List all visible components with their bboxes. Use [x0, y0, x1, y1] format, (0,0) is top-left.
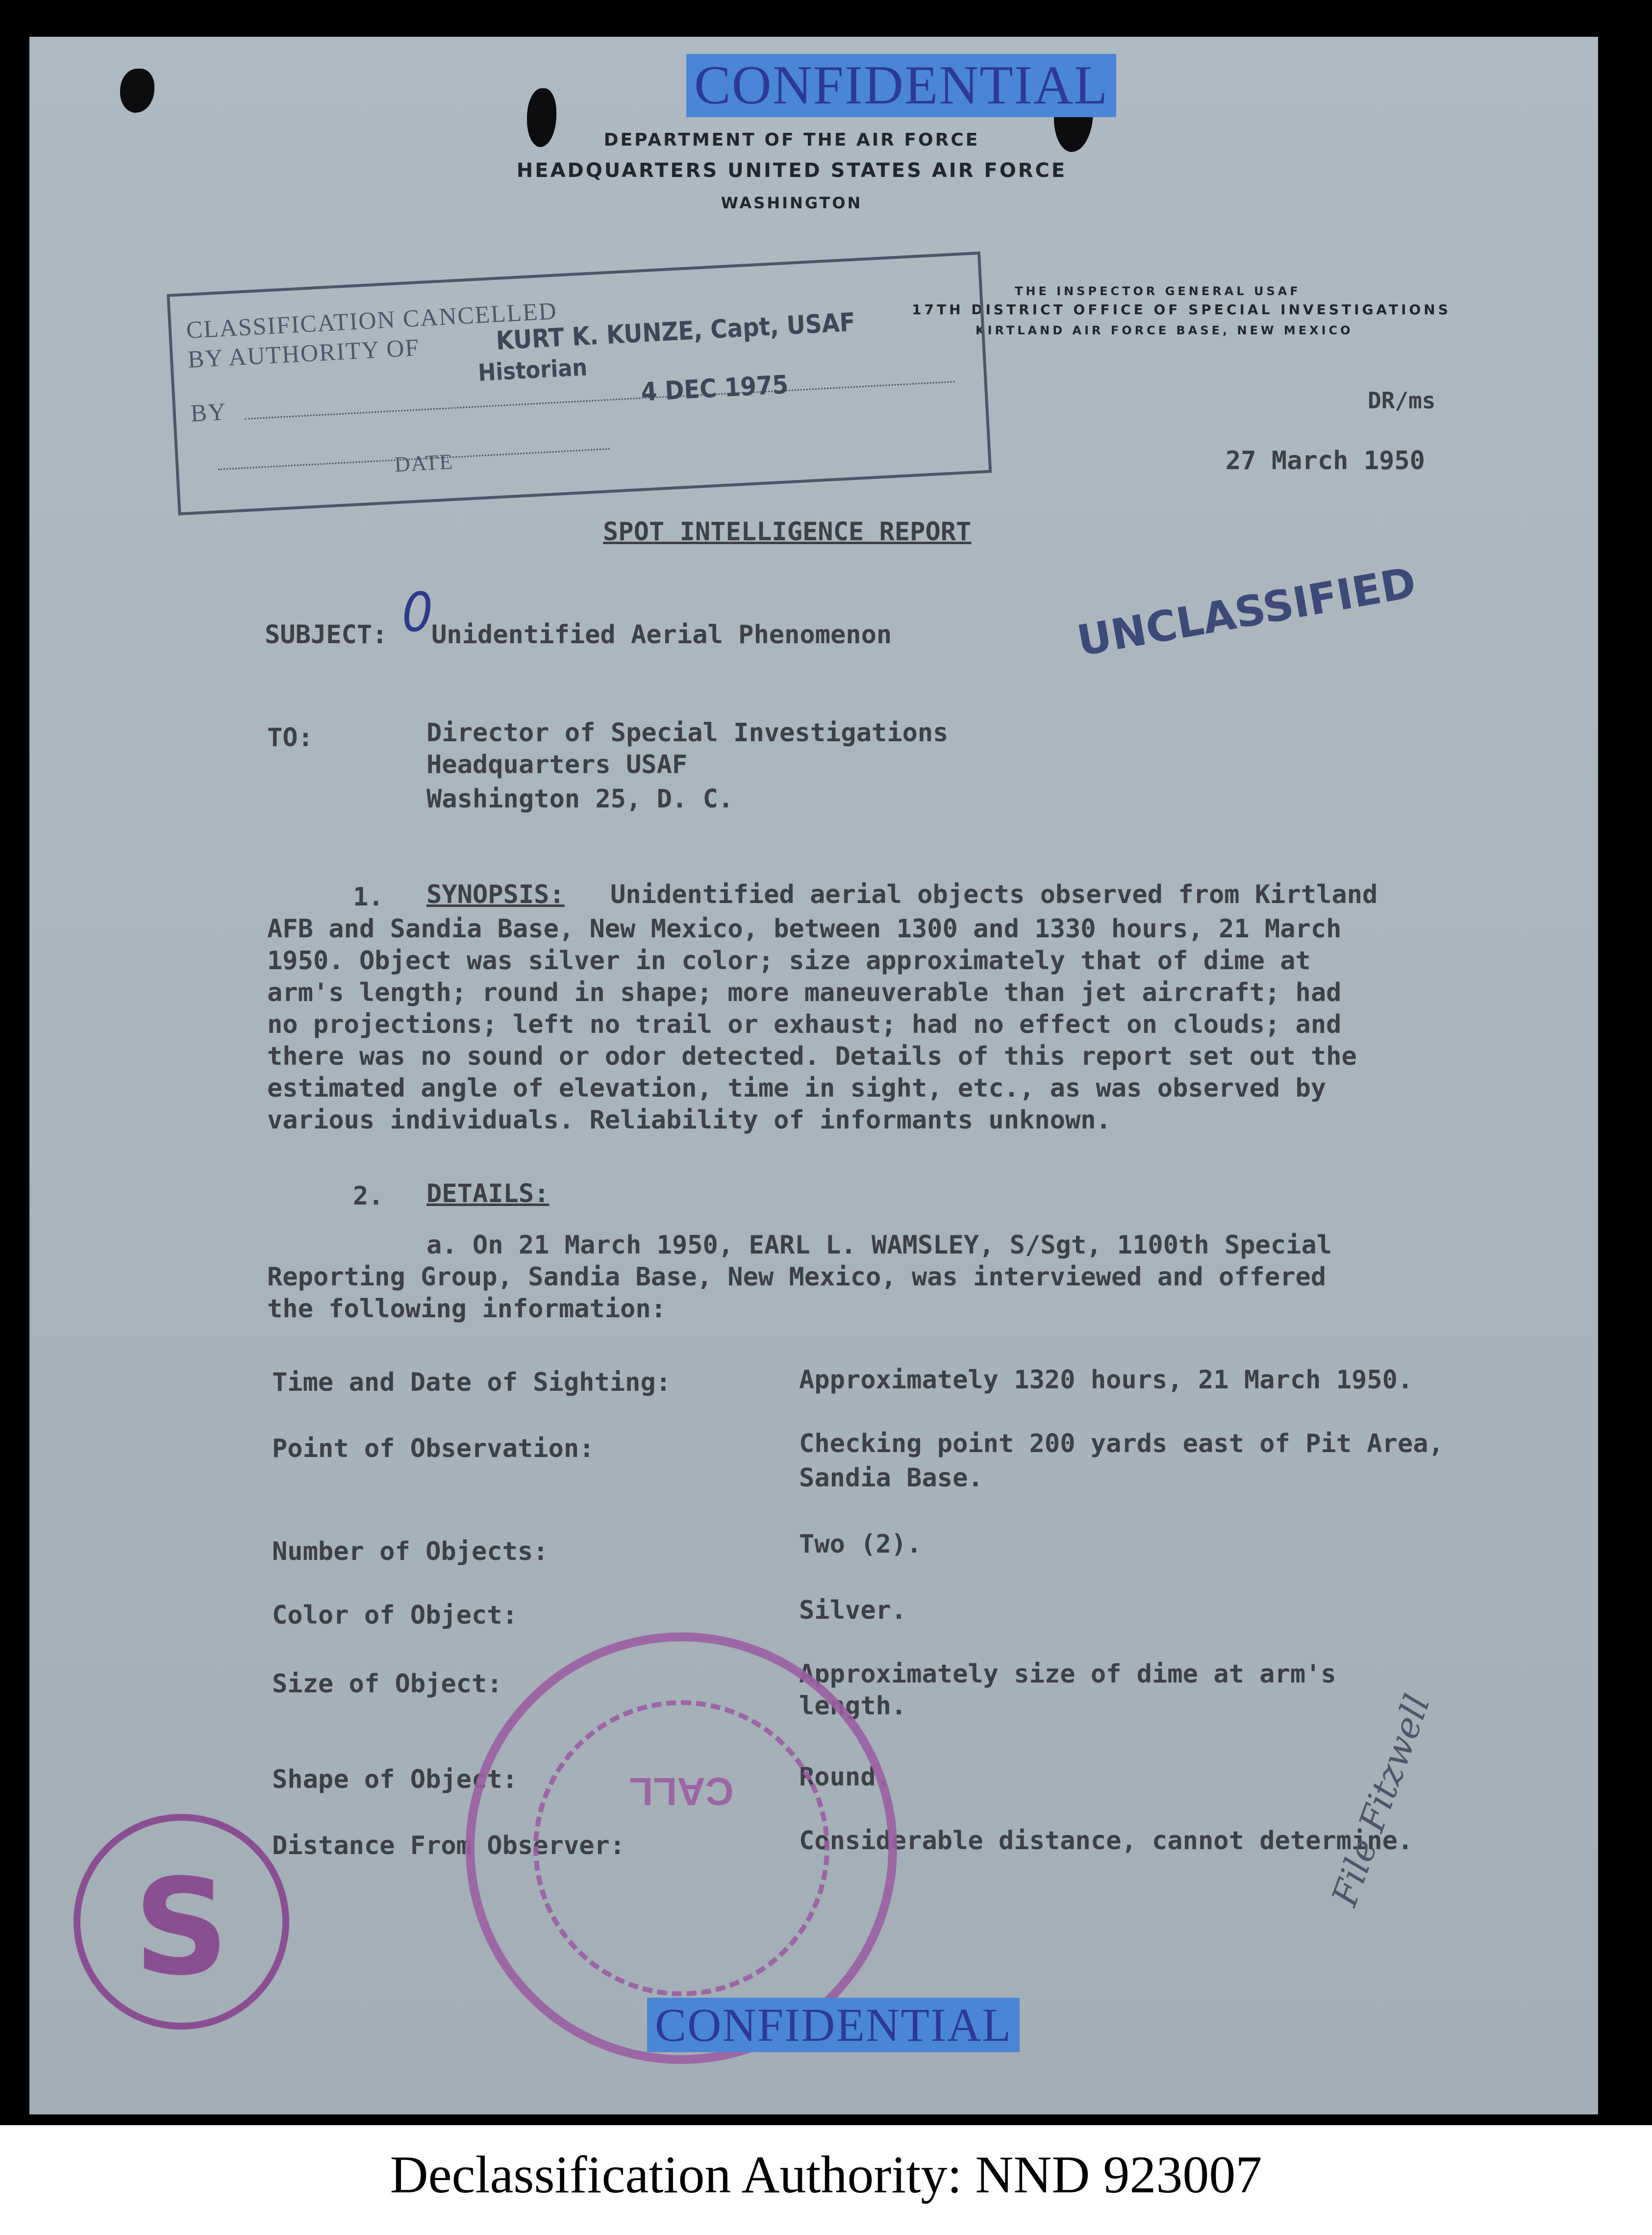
- paragraph-1-line: there was no sound or odor detected. Details of this report set out the: [267, 1042, 1357, 1071]
- field-value: Two (2).: [799, 1530, 922, 1559]
- field-label: Color of Object:: [272, 1601, 518, 1630]
- paragraph-1-line: estimated angle of elevation, time in sight, etc., as was observed by: [267, 1074, 1327, 1103]
- to-line-2: Headquarters USAF: [426, 750, 688, 779]
- field-label: Point of Observation:: [272, 1434, 595, 1463]
- confidential-stamp-bottom: CONFIDENTIAL: [647, 1998, 1020, 2052]
- subject-value: Unidentified Aerial Phenomenon: [431, 620, 892, 650]
- to-line-1: Director of Special Investigations: [426, 718, 949, 748]
- report-date: 27 March 1950: [1226, 446, 1425, 476]
- field-value-continued: length.: [799, 1691, 907, 1721]
- office-line2: 17TH DISTRICT OFFICE OF SPECIAL INVESTIGATIONS: [912, 301, 1451, 318]
- paragraph-2a-line: the following information:: [267, 1294, 666, 1324]
- paragraph-1-heading: SYNOPSIS:: [426, 880, 565, 909]
- unclassified-stamp: UNCLASSIFIED: [1074, 558, 1420, 666]
- paragraph-1-line: 1950. Object was silver in color; size approximately that of dime at: [267, 946, 1311, 976]
- office-line1: THE INSPECTOR GENERAL USAF: [1015, 284, 1301, 298]
- paragraph-1-number: 1.: [353, 882, 384, 912]
- field-label: Number of Objects:: [272, 1537, 549, 1566]
- class-box-name: KURT K. KUNZE, Capt, USAF: [495, 307, 856, 356]
- declassification-footer: Declassification Authority: NND 923007: [390, 2146, 1262, 2204]
- letterhead-line2: HEADQUARTERS UNITED STATES AIR FORCE: [516, 159, 1067, 182]
- class-box-line1: CLASSIFICATION CANCELLED: [185, 297, 558, 344]
- field-value: Silver.: [799, 1596, 907, 1625]
- paragraph-1-line: no projections; left no trail or exhaust; had no effect on clouds; and: [267, 1010, 1342, 1039]
- field-value-continued: Sandia Base.: [799, 1463, 983, 1493]
- field-label: Shape of Object:: [272, 1765, 518, 1794]
- class-box-by-line: [245, 381, 954, 420]
- confidential-stamp-top: CONFIDENTIAL: [686, 54, 1116, 117]
- paragraph-2-number: 2.: [353, 1181, 384, 1211]
- report-title: SPOT INTELLIGENCE REPORT: [603, 517, 972, 547]
- class-box-by-label: BY: [190, 397, 227, 427]
- class-box-line2: BY AUTHORITY OF: [187, 333, 421, 373]
- subject-label: SUBJECT:: [265, 620, 388, 650]
- date-stamp-text: CALL: [629, 1770, 734, 1813]
- field-label: Size of Object:: [272, 1669, 502, 1699]
- letterhead-line1: DEPARTMENT OF THE AIR FORCE: [603, 130, 980, 150]
- paragraph-2a-line: a. On 21 March 1950, EARL L. WAMSLEY, S/Sgt, 1100th Special: [426, 1231, 1332, 1260]
- office-line3: KIRTLAND AIR FORCE BASE, NEW MEXICO: [976, 324, 1353, 337]
- field-value: Checking point 200 yards east of Pit Area,: [799, 1429, 1444, 1458]
- handwritten-signature: File Fitzwell: [1324, 1689, 1438, 1911]
- to-line-3: Washington 25, D. C.: [426, 784, 734, 814]
- field-value: Approximately size of dime at arm's: [799, 1659, 1336, 1689]
- paragraph-1-line: Unidentified aerial objects observed from Kirtland: [610, 880, 1378, 909]
- field-label: Distance From Observer:: [272, 1831, 626, 1860]
- date-stamp-inner-ring: [533, 1700, 829, 1996]
- s-letter: S: [133, 1850, 229, 2005]
- field-value: Approximately 1320 hours, 21 March 1950.: [799, 1365, 1413, 1395]
- field-label: Time and Date of Sighting:: [272, 1368, 671, 1397]
- field-value: Round.: [799, 1762, 891, 1792]
- paragraph-1-line: various individuals. Reliability of informants unknown.: [267, 1105, 1111, 1135]
- class-box-date-label: DATE: [394, 449, 454, 477]
- classification-cancelled-box: [167, 251, 992, 515]
- paragraph-1-line: arm's length; round in shape; more maneuverable than jet aircraft; had: [267, 978, 1342, 1007]
- to-label: TO:: [267, 723, 313, 753]
- paragraph-1-line: AFB and Sandia Base, New Mexico, between 1300 and 1330 hours, 21 March: [267, 914, 1342, 944]
- paragraph-2a-line: Reporting Group, Sandia Base, New Mexico, was interviewed and offered: [267, 1262, 1327, 1292]
- s-circle-stamp: [74, 1814, 289, 2030]
- subject-handwritten-mark: 0: [402, 581, 433, 644]
- class-box-date-value: 4 DEC 1975: [640, 370, 789, 407]
- letterhead-line3: WASHINGTON: [721, 194, 863, 212]
- reference-initials: DR/ms: [1368, 387, 1436, 414]
- field-value: Considerable distance, cannot determine.: [799, 1826, 1413, 1856]
- paragraph-2-heading: DETAILS:: [426, 1179, 550, 1208]
- class-box-title: Historian: [477, 353, 588, 387]
